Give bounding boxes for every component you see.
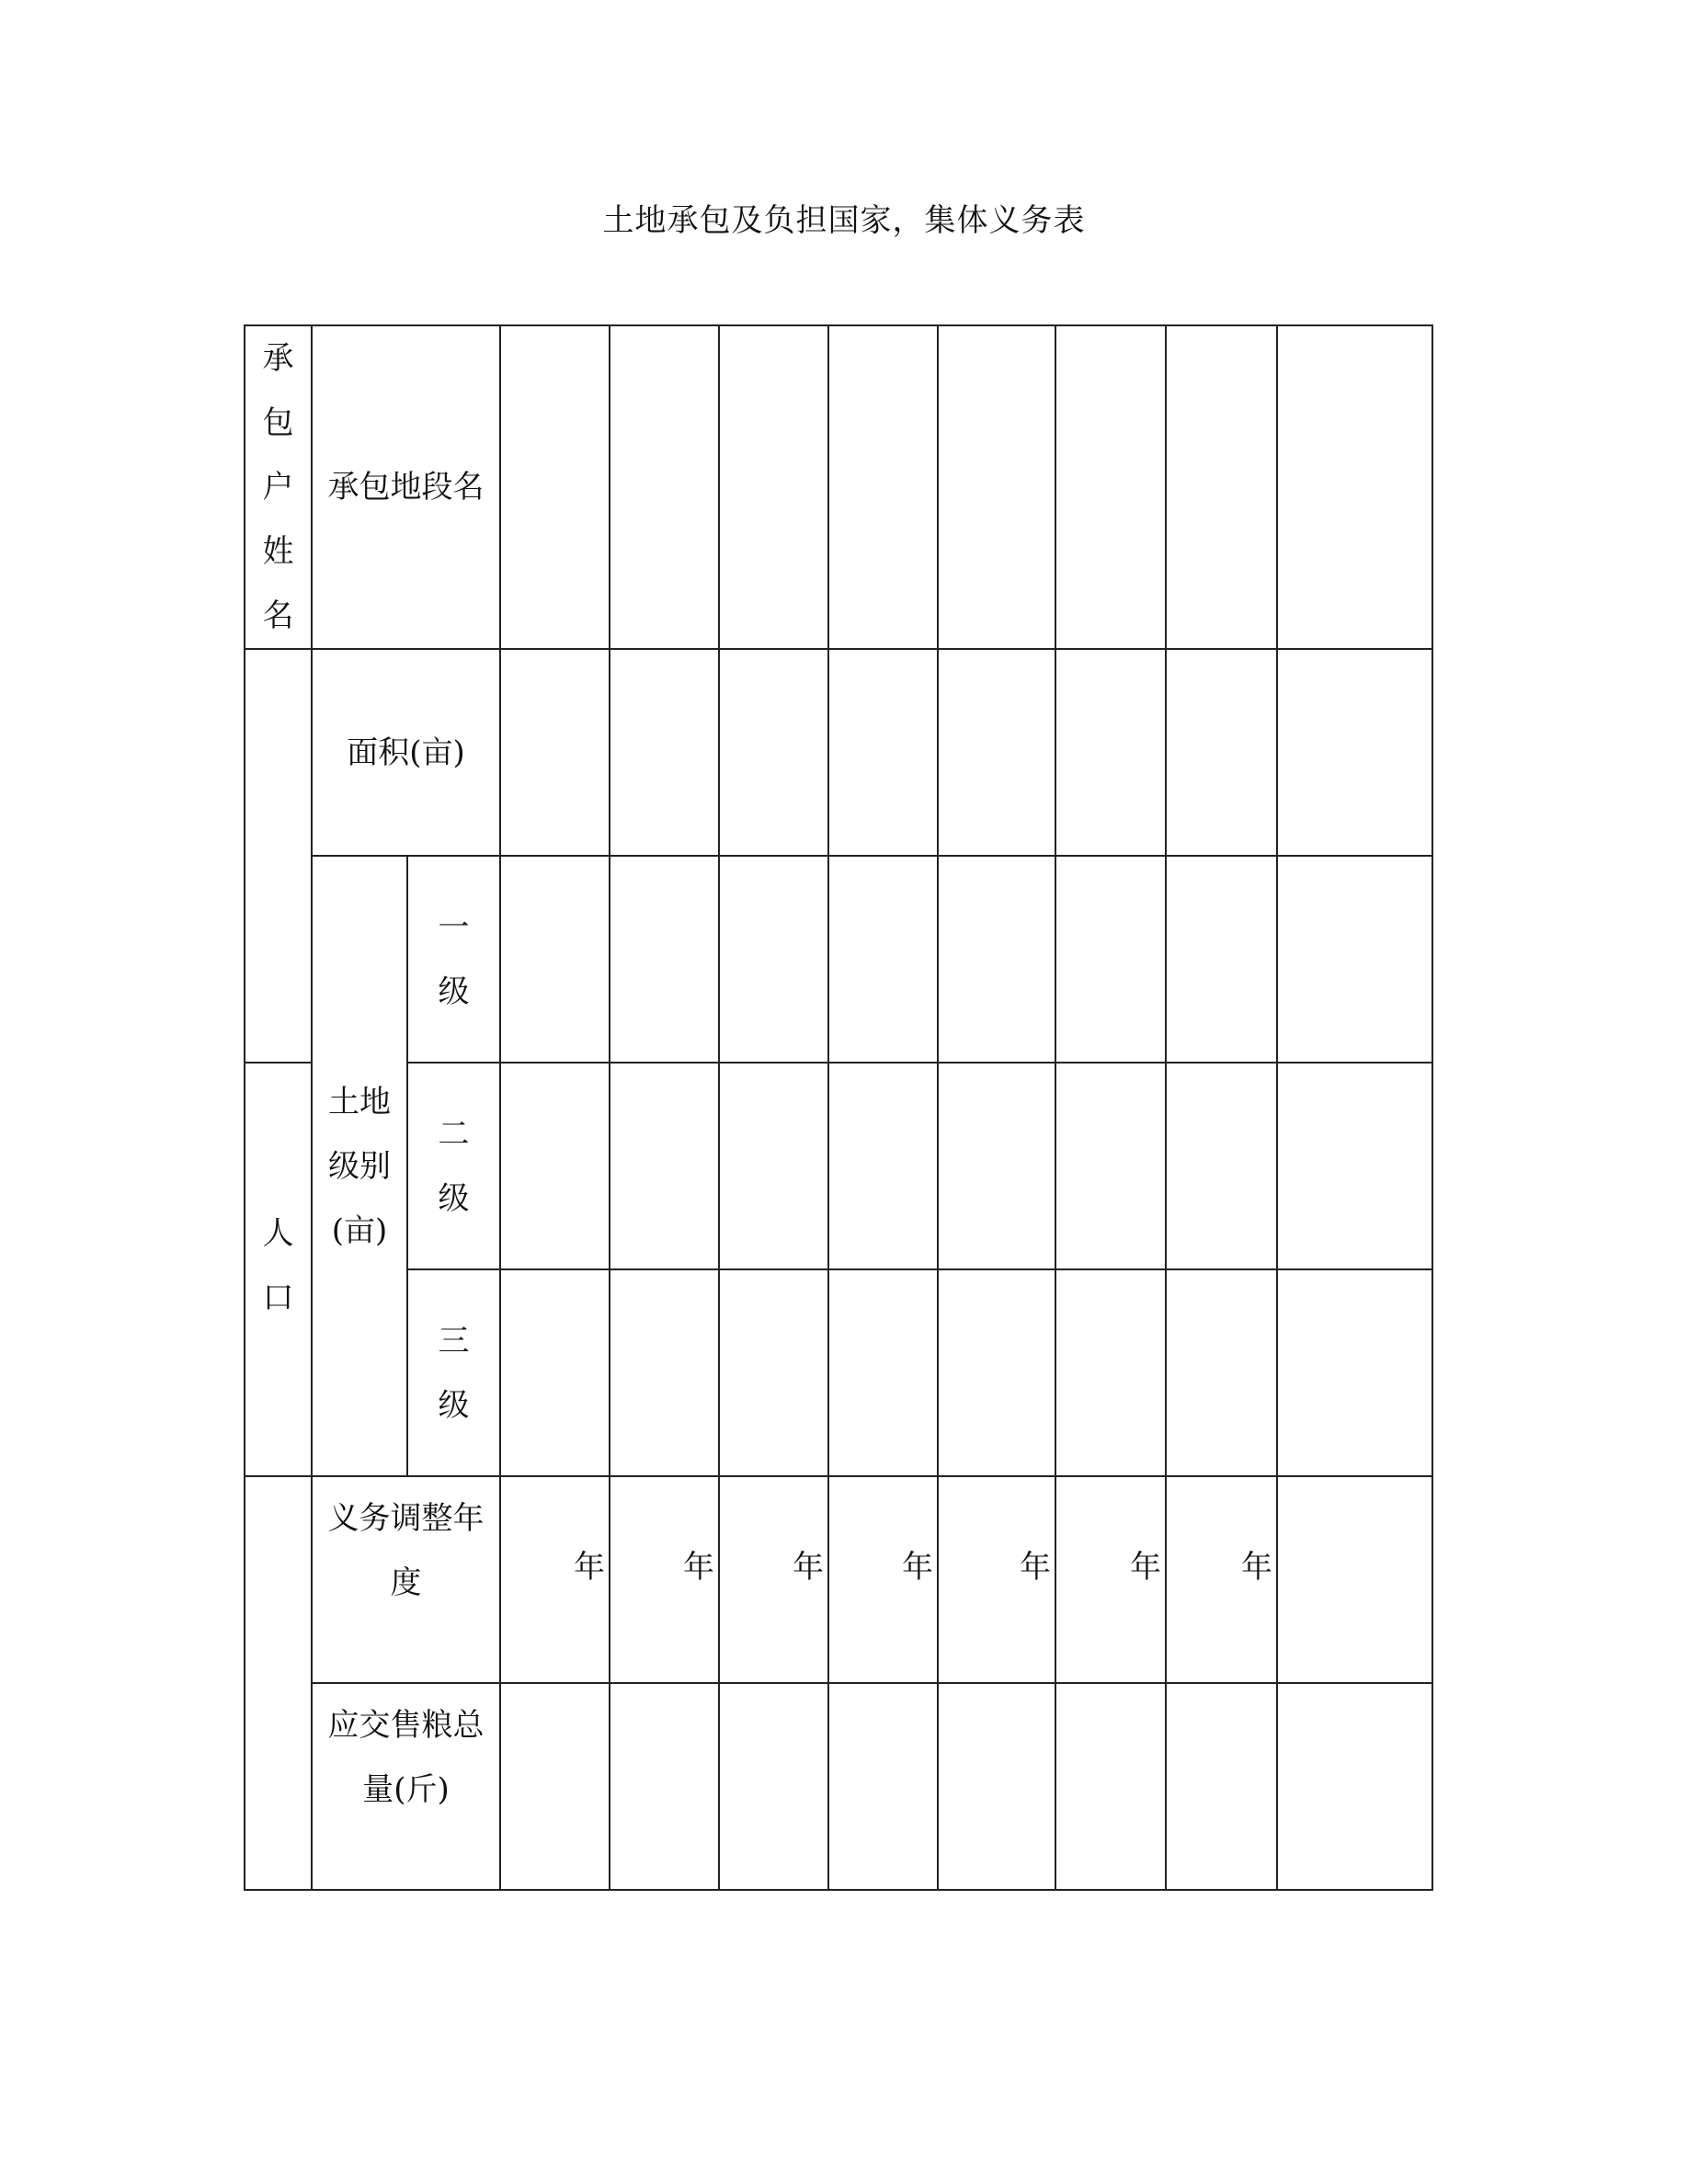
blank-side-cell[interactable]: [245, 649, 312, 1063]
land-grade-label: 土地级别(亩): [328, 1083, 391, 1249]
year-unit: 年: [1130, 1548, 1161, 1586]
grade-1-cell[interactable]: [1166, 856, 1277, 1063]
year-unit: 年: [683, 1548, 714, 1586]
area-cell[interactable]: [938, 649, 1055, 856]
grain-total-cell[interactable]: [828, 1683, 938, 1890]
grain-total-cell[interactable]: [1055, 1683, 1166, 1890]
grade-2-label: 二级: [438, 1115, 470, 1217]
grade-2-cell[interactable]: [1055, 1063, 1166, 1269]
plot-name-cell[interactable]: [610, 325, 719, 649]
area-header: [312, 649, 500, 856]
grain-total-cell[interactable]: [719, 1683, 828, 1890]
grade-3-label: 三级: [438, 1322, 470, 1424]
grade-3-cell[interactable]: [1055, 1269, 1166, 1476]
year-unit: 年: [793, 1548, 824, 1586]
year-cell[interactable]: [500, 1476, 610, 1683]
grade-1-cell[interactable]: [828, 856, 938, 1063]
table-row: [245, 1063, 1432, 1269]
year-cell[interactable]: [719, 1476, 828, 1683]
grade-3-cell[interactable]: [1277, 1269, 1432, 1476]
table-row: [245, 1269, 1432, 1476]
grade-1-cell[interactable]: [1055, 856, 1166, 1063]
area-label: 面积(亩): [347, 734, 465, 771]
plot-name-label: 承包地段名: [327, 469, 485, 506]
grade-1-header: [407, 856, 500, 1063]
table-row: [245, 649, 1432, 856]
grain-total-cell[interactable]: [1166, 1683, 1277, 1890]
grain-total-cell[interactable]: [610, 1683, 719, 1890]
year-cell[interactable]: [1166, 1476, 1277, 1683]
grade-1-cell[interactable]: [1277, 856, 1432, 1063]
population-header: [245, 1063, 312, 1476]
plot-name-cell[interactable]: [938, 325, 1055, 649]
grade-1-cell[interactable]: [938, 856, 1055, 1063]
table-row: [245, 325, 1432, 649]
grade-1-cell[interactable]: [719, 856, 828, 1063]
area-cell[interactable]: [500, 649, 610, 856]
obligation-year-header: [312, 1476, 500, 1683]
grade-1-cell[interactable]: [610, 856, 719, 1063]
area-cell[interactable]: [828, 649, 938, 856]
area-cell[interactable]: [719, 649, 828, 856]
area-cell[interactable]: [610, 649, 719, 856]
plot-name-cell[interactable]: [500, 325, 610, 649]
grade-2-cell[interactable]: [1166, 1063, 1277, 1269]
grade-3-cell[interactable]: [610, 1269, 719, 1476]
grain-total-cell[interactable]: [1277, 1683, 1432, 1890]
population-label: 人口: [262, 1215, 294, 1316]
grade-2-cell[interactable]: [719, 1063, 828, 1269]
grade-2-cell[interactable]: [1277, 1063, 1432, 1269]
year-unit: 年: [1020, 1548, 1051, 1586]
grade-3-cell[interactable]: [500, 1269, 610, 1476]
area-cell[interactable]: [1166, 649, 1277, 856]
grade-3-cell[interactable]: [828, 1269, 938, 1476]
year-cell[interactable]: [610, 1476, 719, 1683]
year-cell[interactable]: [828, 1476, 938, 1683]
grade-2-header: [407, 1063, 500, 1269]
table-row: [245, 1683, 1432, 1890]
obligation-year-label: 义务调整年度: [327, 1500, 485, 1601]
grade-2-cell[interactable]: [500, 1063, 610, 1269]
year-cell[interactable]: [938, 1476, 1055, 1683]
land-contract-table: [244, 324, 1433, 1891]
year-unit: 年: [902, 1548, 933, 1586]
grade-3-cell[interactable]: [938, 1269, 1055, 1476]
household-name-header: [245, 325, 312, 649]
grade-2-cell[interactable]: [938, 1063, 1055, 1269]
year-unit: 年: [1241, 1548, 1272, 1586]
area-cell[interactable]: [1277, 649, 1432, 856]
grade-2-cell[interactable]: [610, 1063, 719, 1269]
plot-name-cell[interactable]: [828, 325, 938, 649]
plot-name-cell[interactable]: [1055, 325, 1166, 649]
grain-total-label: 应交售粮总量(斤): [327, 1707, 485, 1808]
grade-3-cell[interactable]: [719, 1269, 828, 1476]
year-unit: 年: [574, 1548, 605, 1586]
grain-total-cell[interactable]: [500, 1683, 610, 1890]
blank-side-cell[interactable]: [245, 1476, 312, 1890]
area-cell[interactable]: [1055, 649, 1166, 856]
plot-name-cell[interactable]: [719, 325, 828, 649]
grain-total-header: [312, 1683, 500, 1890]
grade-1-cell[interactable]: [500, 856, 610, 1063]
grain-total-cell[interactable]: [938, 1683, 1055, 1890]
document-title: 土地承包及负担国家，集体义务表: [602, 202, 1086, 239]
grade-2-cell[interactable]: [828, 1063, 938, 1269]
table-row: [245, 856, 1432, 1063]
grade-3-cell[interactable]: [1166, 1269, 1277, 1476]
plot-name-header: [312, 325, 500, 649]
plot-name-cell[interactable]: [1277, 325, 1432, 649]
year-cell-blank[interactable]: [1277, 1476, 1432, 1683]
table-row: [245, 1476, 1432, 1683]
land-grade-header: [312, 856, 407, 1476]
grade-1-label: 一级: [438, 908, 470, 1010]
household-name-label: 承包户姓名: [262, 340, 294, 634]
year-cell[interactable]: [1055, 1476, 1166, 1683]
grade-3-header: [407, 1269, 500, 1476]
plot-name-cell[interactable]: [1166, 325, 1277, 649]
